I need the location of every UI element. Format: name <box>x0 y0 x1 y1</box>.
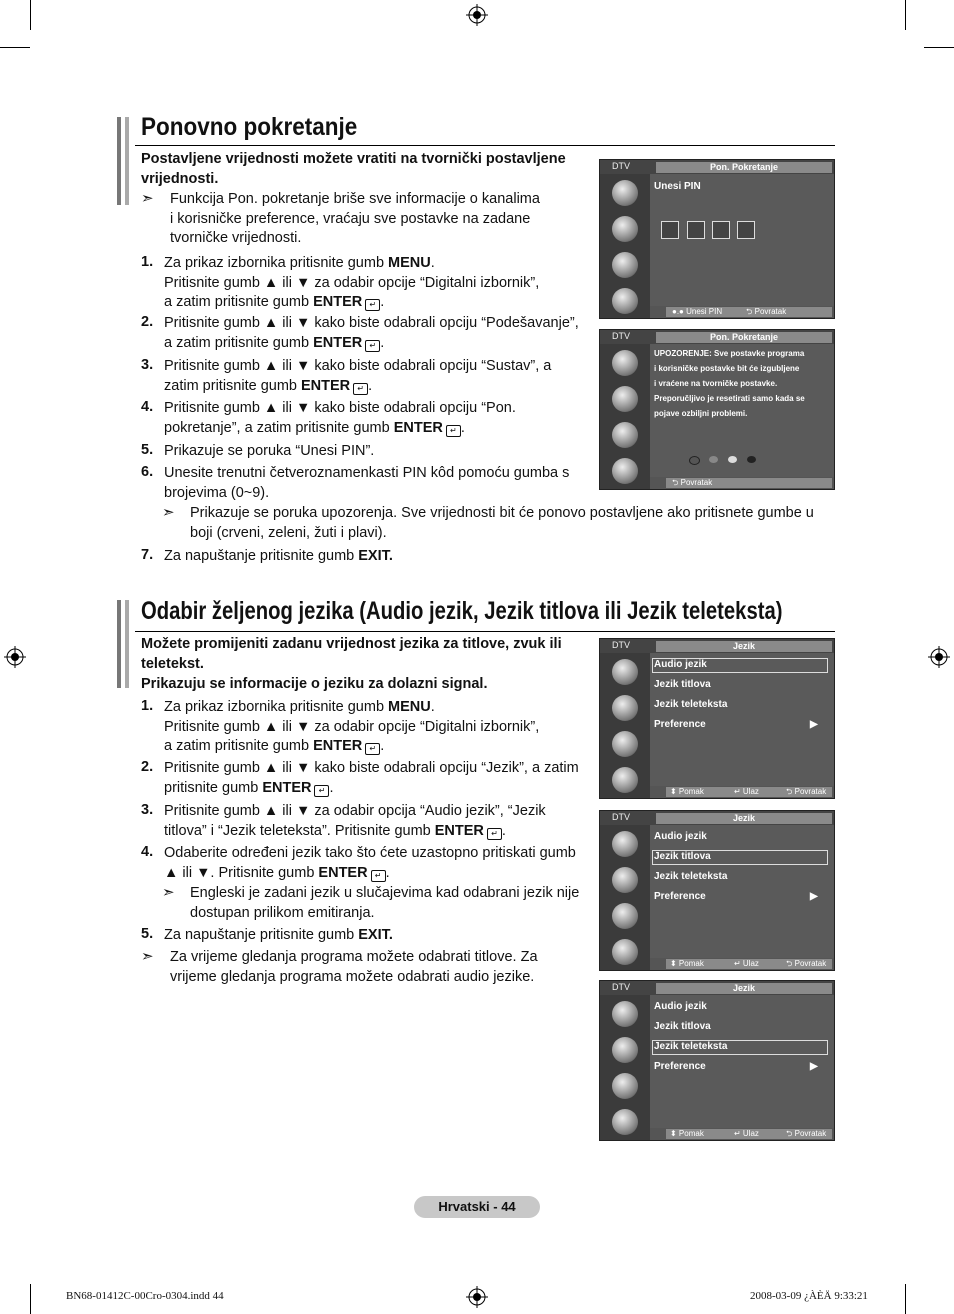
screen-title: Jezik <box>656 983 832 994</box>
menu-item[interactable]: Audio jezik <box>654 1001 707 1012</box>
step-text: titlova” i “Jezik teleteksta”. Pritisnite gumb ENTER ↵ . <box>164 822 506 839</box>
menu-item[interactable]: Jezik titlova <box>654 679 711 690</box>
enter-icon: ↵ <box>487 828 502 840</box>
menu-item[interactable]: Preference <box>654 891 706 902</box>
step-text: Pritisnite gumb ▲ ili ▼ kako biste odabrali opciju “Jezik”, a zatim <box>164 760 579 776</box>
warning-line: pojave ozbiljni problemi. <box>654 409 748 418</box>
step-number: 4. <box>141 399 154 415</box>
registration-mark-icon <box>928 646 950 668</box>
step-number: 3. <box>141 802 154 818</box>
step-text: Za prikaz izbornika pritisnite gumb MENU. <box>164 255 435 271</box>
note-line: vrijeme gledanja programa možete odabrati audio jezike. <box>170 969 535 985</box>
enter-icon: ↵ <box>365 299 380 311</box>
pin-digit-box <box>712 221 730 239</box>
screen-title: Pon. Pokretanje <box>656 332 832 343</box>
screen-footer: ⬍ Pomak ↵ Ulaz ⮌ Povratak <box>666 787 832 797</box>
step-text: ▲ ili ▼. Pritisnite gumb ENTER ↵ . <box>164 864 390 881</box>
print-footer-left: BN68-01412C-00Cro-0304.indd 44 <box>66 1290 224 1302</box>
menu-item[interactable]: Preference <box>654 1061 706 1072</box>
channel-menu-icon <box>612 422 638 448</box>
enter-icon: ↵ <box>371 870 386 882</box>
dtv-label: DTV <box>612 640 630 650</box>
screen-footer: ●.● Unesi PIN ⮌ Povratak <box>666 307 832 317</box>
step-number: 7. <box>141 547 154 563</box>
section-title: Odabir željenog jezika (Audio jezik, Jezik titlova ili Jezik teleteksta) <box>141 597 783 625</box>
screen-title: Jezik <box>656 813 832 824</box>
dtv-label: DTV <box>612 331 630 341</box>
step-text: Pritisnite gumb ▲ ili ▼ kako biste odabrali opciju “Sustav”, a <box>164 358 552 374</box>
setup-menu-icon <box>612 939 638 965</box>
registration-mark-icon <box>466 1286 488 1308</box>
menu-item[interactable]: Jezik titlova <box>654 1021 711 1032</box>
note-line: i korisničke preference, vraćaju sve postavke na zadane <box>170 211 531 227</box>
setup-menu-icon <box>612 288 638 314</box>
blue-button-dot <box>747 456 756 463</box>
enter-icon: ↵ <box>314 785 329 797</box>
picture-menu-icon <box>612 831 638 857</box>
step-text: Unesite trenutni četveroznamenkasti PIN kôd pomoću gumba s <box>164 465 570 481</box>
intro-text: Postavljene vrijednosti možete vratiti na tvornički postavljene vrijednosti. <box>141 151 566 187</box>
note-arrow-icon: ➣ <box>141 948 154 965</box>
red-button-dot <box>689 456 700 465</box>
note-line: Engleski je zadani jezik u slučajevima kad odabrani jezik nije <box>190 885 580 901</box>
crop-mark <box>905 1284 906 1314</box>
submenu-arrow-icon: ▶ <box>810 1061 818 1072</box>
warning-line: Preporučljivo je resetirati samo kada se <box>654 394 805 403</box>
screen-footer: ⬍ Pomak ↵ Ulaz ⮌ Povratak <box>666 959 832 969</box>
registration-mark-icon <box>4 646 26 668</box>
sound-menu-icon <box>612 695 638 721</box>
step-text: zatim pritisnite gumb ENTER ↵ . <box>164 377 373 394</box>
step-text: pokretanje”, a zatim pritisnite gumb ENTER ↵ . <box>164 419 465 436</box>
channel-menu-icon <box>612 903 638 929</box>
enter-icon: ↵ <box>353 383 368 395</box>
menu-item[interactable]: Audio jezik <box>654 659 707 670</box>
dtv-label: DTV <box>612 161 630 171</box>
section-title: Ponovno pokretanje <box>141 113 358 141</box>
step-text: brojevima (0~9). <box>164 484 270 501</box>
menu-item[interactable]: Jezik titlova <box>654 851 711 862</box>
step-text: Prikazuje se poruka “Unesi PIN”. <box>164 443 375 459</box>
channel-menu-icon <box>612 731 638 757</box>
tv-screen-warning <box>599 329 835 490</box>
intro-text: Prikazuju se informacije o jeziku za dolazni signal. <box>141 676 488 692</box>
warning-line: UPOZORENJE: Sve postavke programa <box>654 349 805 358</box>
menu-item[interactable]: Audio jezik <box>654 831 707 842</box>
menu-item[interactable]: Preference <box>654 719 706 730</box>
section-bar <box>125 600 129 688</box>
picture-menu-icon <box>612 180 638 206</box>
step-number: 4. <box>141 844 154 860</box>
note-arrow-icon: ➣ <box>162 884 175 901</box>
title-rule <box>135 631 835 632</box>
step-number: 2. <box>141 759 154 775</box>
print-footer-right: 2008-03-09 ¿ÀÈÄ 9:33:21 <box>750 1290 868 1302</box>
step-text: a zatim pritisnite gumb ENTER ↵ . <box>164 334 385 351</box>
registration-mark-icon <box>466 4 488 26</box>
note-arrow-icon: ➣ <box>162 504 175 521</box>
step-number: 5. <box>141 442 154 458</box>
step-number: 2. <box>141 314 154 330</box>
section-bar <box>117 600 121 688</box>
setup-menu-icon <box>612 458 638 484</box>
submenu-arrow-icon: ▶ <box>810 891 818 902</box>
setup-menu-icon <box>612 1109 638 1135</box>
step-number: 3. <box>141 357 154 373</box>
step-text: Pritisnite gumb ▲ ili ▼ za odabir opcije “Digitalni izbornik”, <box>164 718 540 735</box>
step-text: Pritisnite gumb ▲ ili ▼ kako biste odabrali opciju “Pon. <box>164 400 516 416</box>
tv-screen-language <box>599 638 835 799</box>
sound-menu-icon <box>612 216 638 242</box>
green-button-dot <box>709 456 718 463</box>
pin-digit-box <box>687 221 705 239</box>
screen-footer: ⬍ Pomak ↵ Ulaz ⮌ Povratak <box>666 1129 832 1139</box>
warning-line: i vraćene na tvorničke postavke. <box>654 379 778 388</box>
note-line: Za vrijeme gledanja programa možete odabrati titlove. Za <box>170 949 538 965</box>
pin-digit-box <box>737 221 755 239</box>
step-text: Za prikaz izbornika pritisnite gumb MENU. <box>164 699 435 715</box>
crop-mark <box>30 0 31 30</box>
tv-screen-language <box>599 980 835 1141</box>
dtv-label: DTV <box>612 812 630 822</box>
picture-menu-icon <box>612 659 638 685</box>
intro-text: teletekst. <box>141 656 204 672</box>
step-text: pritisnite gumb ENTER ↵ . <box>164 779 334 796</box>
pin-label: Unesi PIN <box>654 181 701 192</box>
step-text: Pritisnite gumb ▲ ili ▼ za odabir opcije “Digitalni izbornik”, <box>164 274 540 291</box>
title-rule <box>135 145 835 146</box>
tv-screen-language <box>599 810 835 971</box>
enter-icon: ↵ <box>446 425 461 437</box>
step-text: Pritisnite gumb ▲ ili ▼ za odabir opcija “Audio jezik”, “Jezik <box>164 803 546 819</box>
note-line: boji (crveni, zeleni, žuti i plavi). <box>190 525 387 541</box>
picture-menu-icon <box>612 350 638 376</box>
enter-icon: ↵ <box>365 340 380 352</box>
crop-mark <box>0 47 30 48</box>
submenu-arrow-icon: ▶ <box>810 719 818 730</box>
dtv-label: DTV <box>612 982 630 992</box>
step-text: Za napuštanje pritisnite gumb EXIT. <box>164 548 393 564</box>
crop-mark <box>905 0 906 30</box>
yellow-button-dot <box>728 456 737 463</box>
menu-item[interactable]: Jezik teleteksta <box>654 871 728 882</box>
step-number: 1. <box>141 254 154 270</box>
step-text: a zatim pritisnite gumb ENTER ↵ . <box>164 294 385 310</box>
note-line: Funkcija Pon. pokretanje briše sve informacije o kanalima <box>170 191 540 207</box>
enter-icon: ↵ <box>365 743 380 755</box>
screen-title: Pon. Pokretanje <box>656 162 832 173</box>
setup-menu-icon <box>612 767 638 793</box>
channel-menu-icon <box>612 1073 638 1099</box>
screen-footer: ⮌ Povratak <box>666 478 832 488</box>
section-bar <box>117 117 121 205</box>
sound-menu-icon <box>612 1037 638 1063</box>
intro-text: Možete promijeniti zadanu vrijednost jezika za titlove, zvuk ili <box>141 636 562 652</box>
step-text: a zatim pritisnite gumb ENTER ↵ . <box>164 738 385 754</box>
note-line: Prikazuje se poruka upozorenja. Sve vrijednosti bit će ponovo postavljene ako pritisnete gumbe u <box>190 505 814 521</box>
crop-mark <box>924 47 954 48</box>
note-arrow-icon: ➣ <box>141 190 154 207</box>
picture-menu-icon <box>612 1001 638 1027</box>
note-line: dostupan prilikom emitiranja. <box>190 905 375 921</box>
step-number: 1. <box>141 698 154 714</box>
sound-menu-icon <box>612 386 638 412</box>
crop-mark <box>30 1284 31 1314</box>
pin-digit-box <box>661 221 679 239</box>
menu-item[interactable]: Jezik teleteksta <box>654 699 728 710</box>
note-line: tvorničke vrijednosti. <box>170 230 302 246</box>
page-number-badge: Hrvatski - 44 <box>414 1196 540 1218</box>
step-number: 5. <box>141 926 154 942</box>
channel-menu-icon <box>612 252 638 278</box>
section-bar <box>125 117 129 205</box>
tv-screen-pin <box>599 159 835 319</box>
step-text: Odaberite određeni jezik tako što ćete uzastopno pritiskati gumb <box>164 845 576 861</box>
screen-title: Jezik <box>656 641 832 652</box>
sound-menu-icon <box>612 867 638 893</box>
step-number: 6. <box>141 464 154 480</box>
step-text: Pritisnite gumb ▲ ili ▼ kako biste odabrali opciju “Podešavanje”, <box>164 315 579 331</box>
step-text: Za napuštanje pritisnite gumb EXIT. <box>164 927 393 943</box>
warning-line: i korisničke postavke bit će izgubljene <box>654 364 800 373</box>
menu-item[interactable]: Jezik teleteksta <box>654 1041 728 1052</box>
